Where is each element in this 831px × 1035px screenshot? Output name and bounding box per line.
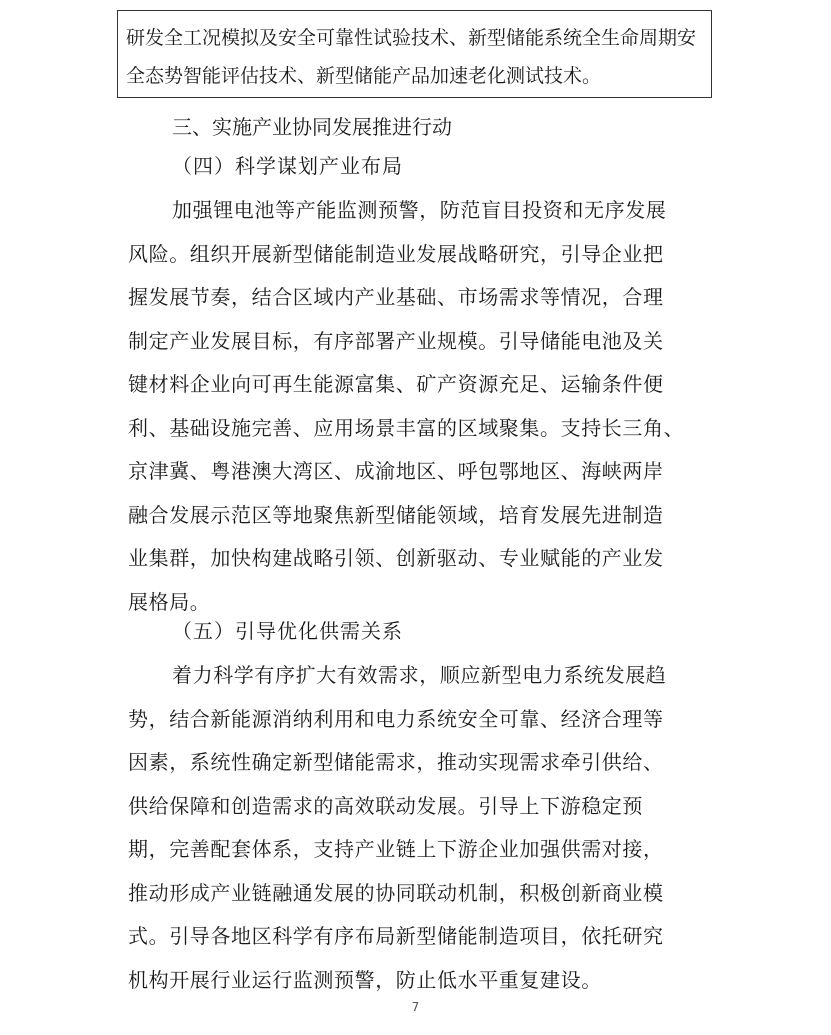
paragraph-line: 推动形成产业链融通发展的协同联动机制，积极创新商业模	[128, 880, 664, 905]
paragraph-line: 展格局。	[128, 589, 211, 614]
paragraph-line: 着力科学有序扩大有效需求，顺应新型电力系统发展趋	[172, 663, 667, 687]
boxed-text-line: 研发全工况模拟及安全可靠性试验技术、新型储能系统全生命周期安	[126, 27, 697, 49]
paragraph-line: 加强锂电池等产能监测预警，防范盲目投资和无序发展	[172, 198, 667, 222]
paragraph-line: 业集群，加快构建战略引领、创新驱动、专业赋能的产业发	[128, 546, 664, 570]
section-heading: 三、实施产业协同发展推进行动	[172, 115, 452, 139]
subsection-title-5: （五）引导优化供需关系	[172, 619, 403, 643]
paragraph-line: 京津冀、粤港澳大湾区、成渝地区、呼包鄂地区、海峡两岸	[128, 459, 664, 483]
paragraph-line: 式。引导各地区科学有序布局新型储能制造项目，依托研究	[128, 924, 664, 948]
boxed-text-line: 全态势智能评估技术、新型储能产品加速老化测试技术。	[126, 65, 602, 87]
paragraph-line: 机构开展行业运行监测预警，防止低水平重复建设。	[128, 967, 602, 992]
paragraph-supply-demand	[128, 654, 708, 1002]
paragraph-line: 制定产业发展目标，有序部署产业规模。引导储能电池及关	[128, 328, 664, 353]
paragraph-line: 键材料企业向可再生能源富集、矿产资源充足、运输条件便	[128, 372, 664, 396]
paragraph-line: 因素，系统性确定新型储能需求，推动实现需求牵引供给、	[128, 750, 664, 774]
paragraph-line: 供给保障和创造需求的高效联动发展。引导上下游稳定预	[128, 793, 643, 818]
page-number: 7	[411, 1000, 420, 1014]
paragraph-line: 风险。组织开展新型储能制造业发展战略研究，引导企业把	[128, 241, 664, 266]
subsection-title-4: （四）科学谋划产业布局	[172, 154, 403, 178]
paragraph-line: 握发展节奏，结合区域内产业基础、市场需求等情况，合理	[128, 285, 664, 309]
paragraph-line: 融合发展示范区等地聚焦新型储能领域，培育发展先进制造	[128, 502, 664, 527]
paragraph-line: 期，完善配套体系，支持产业链上下游企业加强供需对接，	[128, 837, 664, 861]
paragraph-line: 利、基础设施完善、应用场景丰富的区域聚集。支持长三角、	[128, 415, 685, 440]
boxed-text-frame	[117, 10, 712, 98]
paragraph-line: 势，结合新能源消纳利用和电力系统安全可靠、经济合理等	[128, 706, 664, 731]
paragraph-industry-layout	[128, 189, 708, 624]
